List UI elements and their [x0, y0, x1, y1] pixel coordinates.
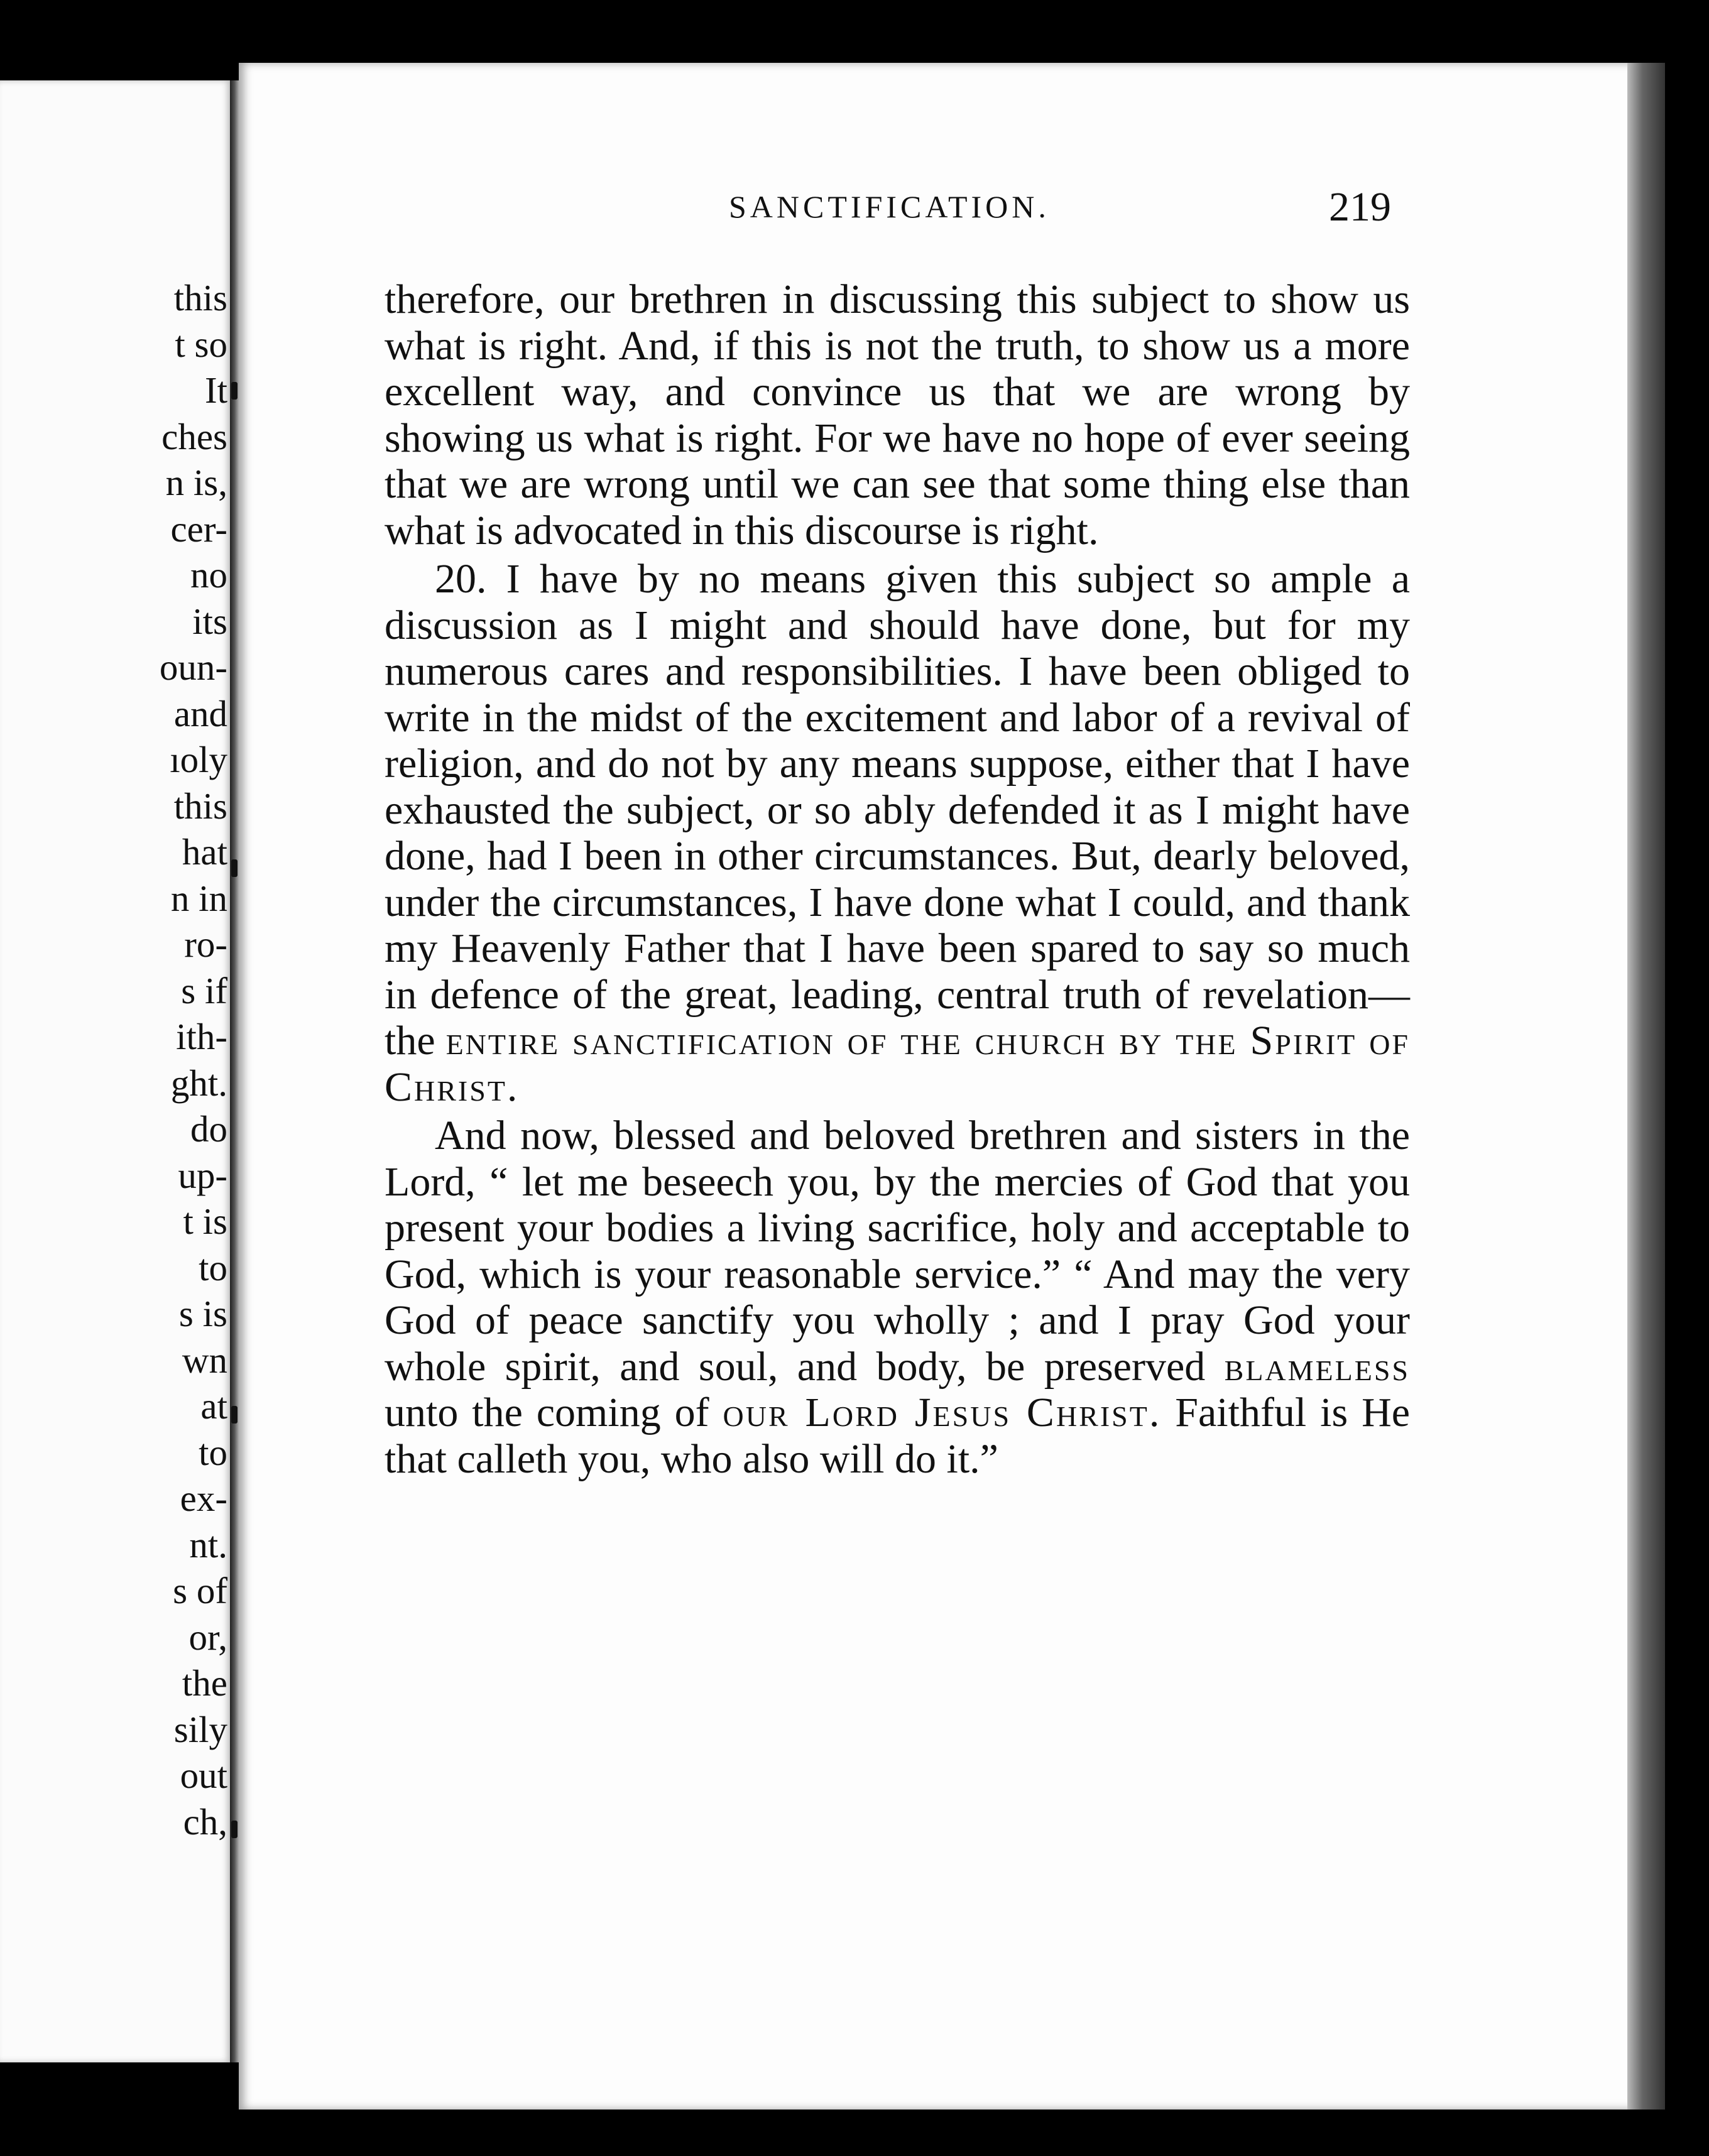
left-page-line-fragment: to: [199, 1431, 227, 1473]
left-page-line-fragment: wn: [182, 1339, 227, 1381]
left-page-line-fragment: out: [180, 1755, 227, 1796]
left-page-line-fragment: at: [200, 1385, 227, 1427]
left-page-line-fragment: t is: [183, 1200, 227, 1242]
paragraph: [385, 1113, 1410, 1482]
paragraph: [385, 276, 1410, 553]
left-page-line-fragment: s if: [181, 969, 227, 1011]
left-page-line-fragment: to: [199, 1246, 227, 1288]
left-page-line-fragment: ex-: [180, 1478, 227, 1519]
left-page-text-fragments: [0, 80, 231, 2062]
left-page-line-fragment: and: [173, 692, 227, 734]
left-page-line-fragment: this: [173, 785, 227, 827]
left-page-line-fragment: n is,: [165, 462, 227, 503]
left-page-line-fragment: ıoly: [170, 739, 227, 780]
binding-stitch: [231, 1406, 238, 1424]
left-page-line-fragment: do: [190, 1108, 227, 1150]
running-title: SANCTIFICATION.: [729, 189, 1050, 224]
left-page-line-fragment: up-: [178, 1154, 227, 1196]
binding-stitch: [231, 859, 238, 877]
left-page-line-fragment: the: [182, 1662, 227, 1704]
page-edge: [1627, 63, 1665, 2110]
paragraph-text: Faithful is He that calleth you, who also will do it.”: [385, 1390, 1411, 1482]
left-page-line-fragment: its: [192, 600, 227, 642]
left-page-line-fragment: oun-: [159, 646, 227, 688]
small-caps-lord: our Lord Jesus Christ.: [723, 1390, 1162, 1435]
left-page-line-fragment: s of: [173, 1570, 227, 1611]
page-number: 219: [1329, 184, 1391, 230]
left-page-line-fragment: t so: [175, 323, 227, 365]
paragraph-text: unto the coming of: [385, 1390, 709, 1435]
left-page-line-fragment: It: [204, 369, 227, 411]
binding-stitch: [231, 1821, 238, 1838]
left-page-line-fragment: n in: [170, 877, 227, 919]
left-page-line-fragment: hat: [182, 831, 227, 873]
binding-stitch: [231, 382, 238, 400]
left-page-line-fragment: ro-: [184, 923, 227, 965]
left-page-line-fragment: or,: [188, 1616, 227, 1658]
small-caps-blameless: blameless: [1224, 1343, 1411, 1390]
left-page-line-fragment: s is: [178, 1293, 227, 1334]
paragraph: [385, 556, 1410, 1110]
left-page-line-fragment: ith-: [176, 1016, 227, 1057]
left-page-line-fragment: ght.: [170, 1062, 227, 1104]
paragraph-text: 20. I have by no means given this subject so ample a discussion as I might and should have done, but for my numerous cares and responsibilities. I have been obliged to write in the midst of the excitement and labor of a revival of religion, and do not by any means suppose, either that I have exhausted the subject, or so ably defended it as I might have done, had I been in other circumstances. But, dearly beloved, under the circumstances, I have done what I could, and thank my Heavenly Father that I have been spared to say so much in defence of the great, leading, central truth of revelation—the: [385, 556, 1410, 1064]
small-caps-emphasis: entire sanctification of the church by the Spirit of Christ.: [385, 1018, 1410, 1110]
left-page-line-fragment: ches: [161, 415, 227, 457]
paragraph-text: And now, blessed and beloved brethren and sisters in the Lord, “ let me beseech you, by the mercies of God that you present your bodies a living sacrifice, holy and acceptable to God, which is your reasonable service.” “ And may the very God of peace sanctify you wholly ; and I pray God your whole spirit, and soul, and body, be preserved: [385, 1113, 1410, 1390]
left-page-line-fragment: cer-: [170, 508, 227, 550]
left-page-line-fragment: no: [190, 554, 227, 596]
left-page-line-fragment: this: [173, 277, 227, 318]
left-page-line-fragment: sily: [173, 1708, 227, 1750]
body-text: [385, 276, 1410, 1482]
left-page: [0, 80, 231, 2062]
left-page-line-fragment: ch,: [183, 1800, 227, 1843]
left-page-line-fragment: nt.: [189, 1523, 227, 1565]
paragraph-text: therefore, our brethren in discussing this subject to show us what is right. And, if this is not the truth, to show us a more excellent way, and convince us that we are wrong by showing us what is right. For we have no hope of ever seeing that we are wrong until we can see that some thing else than what is advocated in this discourse is right.: [385, 276, 1410, 553]
